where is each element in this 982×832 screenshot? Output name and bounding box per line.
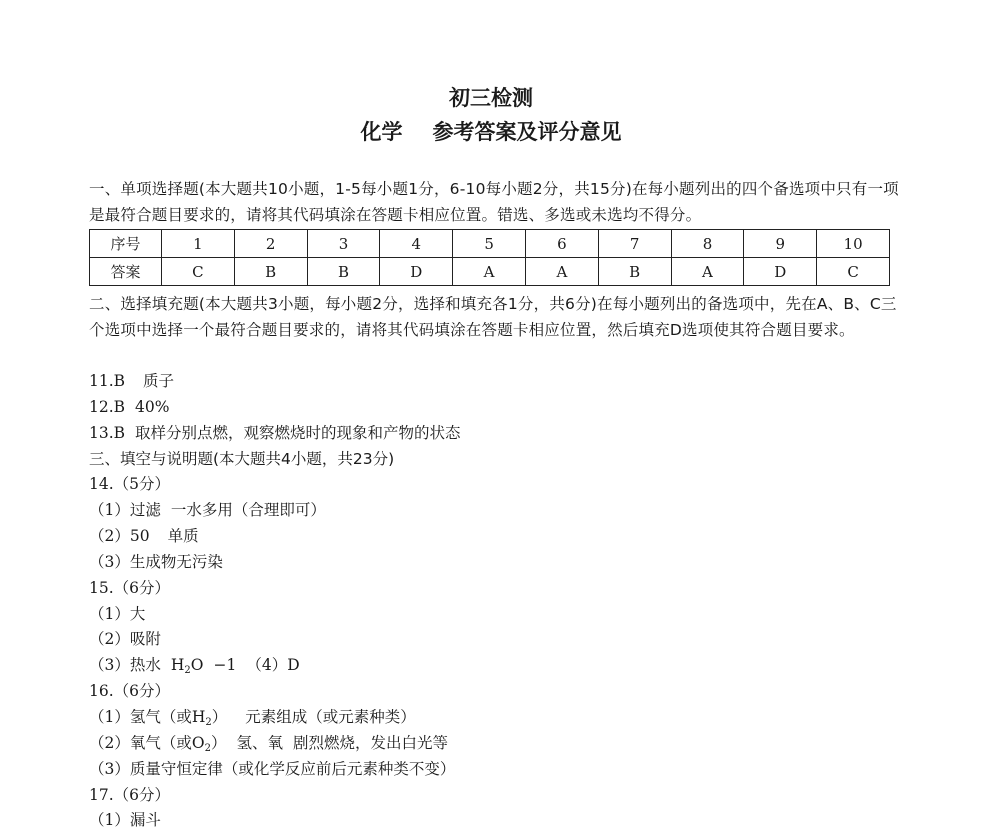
table-cell: B <box>234 258 307 286</box>
table-cell: C <box>817 258 890 286</box>
table-cell: B <box>307 258 380 286</box>
table-cell: C <box>162 258 235 286</box>
answer-line-17-1: （1）漏斗 <box>89 811 161 829</box>
table-cell: 2 <box>234 230 307 258</box>
answer-text: （3）热水 <box>89 656 161 674</box>
answer-line-16-3: （3）质量守恒定律（或化学反应前后元素种类不变） <box>89 760 456 778</box>
answer-text: 取样分别点燃，观察燃烧时的现象和产物的状态 <box>135 424 461 442</box>
answer-text: ） <box>211 708 228 726</box>
answer-text: 元素组成（或元素种类） <box>245 708 416 726</box>
page-subtitle <box>0 118 982 146</box>
question-number: 11.B <box>89 372 126 390</box>
formula-element: O <box>190 656 204 674</box>
answer-text: −1 <box>213 656 237 674</box>
answer-line-11 <box>89 369 174 393</box>
question-number: 13.B <box>89 424 126 442</box>
table-cell: 8 <box>671 230 744 258</box>
table-cell: D <box>744 258 817 286</box>
table-cell: A <box>525 258 598 286</box>
formula-subscript: 2 <box>205 717 212 728</box>
table-cell: D <box>380 258 453 286</box>
answer-line-15-1: （1）大 <box>89 605 146 623</box>
answer-text: 剧烈燃烧，发出白光等 <box>292 734 448 752</box>
answer-text: 40% <box>135 398 170 416</box>
table-cell: 10 <box>817 230 890 258</box>
answer-line-14-2 <box>89 524 199 548</box>
table-row-numbers <box>90 230 890 258</box>
answer-table <box>89 229 890 286</box>
section1-heading: 一、单项选择题(本大题共10小题，1-5每小题1分，6-10每小题2分，共15分)在每小题列出的四个备选项中只有一项是最符合题目要求的，请将其代码填涂在答题卡相应位置。错选、多选或未选均不得分。 <box>89 180 899 224</box>
question-17-head: 17.（6分） <box>89 786 171 804</box>
answer-line-14-3: （3）生成物无污染 <box>89 553 223 571</box>
question-14-head: 14.（5分） <box>89 475 171 493</box>
answer-line-16-1 <box>89 705 416 729</box>
formula-subscript: 2 <box>204 743 211 754</box>
answer-text: ） <box>210 734 227 752</box>
answer-text: 一水多用（合理即可） <box>170 501 326 519</box>
answer-text: （1）氢气（或H <box>89 708 206 726</box>
question-number: 12.B <box>89 398 126 416</box>
answer-line-16-2 <box>89 731 448 755</box>
answer-line-14-1 <box>89 498 326 522</box>
formula-subscript: 2 <box>184 665 191 676</box>
subtitle-label: 参考答案及评分意见 <box>432 120 622 144</box>
section2-heading: 二、选择填充题(本大题共3小题，每小题2分，选择和填充各1分，共6分)在每小题列出的备选项中，先在A、B、C三个选项中选择一个最符合题目要求的，请将其代码填涂在答题卡相应位置，然后填充D选项使其符合题目要求。 <box>89 295 897 339</box>
question-16-head: 16.（6分） <box>89 682 171 700</box>
answer-text: （4）D <box>246 656 300 674</box>
question-15-head: 15.（6分） <box>89 579 171 597</box>
answer-line-15-3 <box>89 653 300 677</box>
answer-line-12 <box>89 395 170 419</box>
table-cell: B <box>598 258 671 286</box>
answer-text: （1）过滤 <box>89 501 161 519</box>
table-header-answer: 答案 <box>90 258 162 286</box>
table-cell: 7 <box>598 230 671 258</box>
table-cell: 5 <box>453 230 526 258</box>
table-cell: A <box>671 258 744 286</box>
answer-line-15-2: （2）吸附 <box>89 630 161 648</box>
table-cell: A <box>453 258 526 286</box>
formula-element: H <box>170 656 185 674</box>
answer-text: （2）氧气（或O <box>89 734 205 752</box>
answer-text: （2）50 <box>89 527 150 545</box>
table-cell: 9 <box>744 230 817 258</box>
table-cell: 3 <box>307 230 380 258</box>
table-cell: 6 <box>525 230 598 258</box>
formula-h2o <box>171 656 204 674</box>
table-header-number: 序号 <box>90 230 162 258</box>
answer-text: 氢、氧 <box>236 734 283 752</box>
table-cell: 1 <box>162 230 235 258</box>
table-row-answers <box>90 258 890 286</box>
answer-text: 质子 <box>143 372 175 390</box>
section3-heading: 三、填空与说明题(本大题共4小题，共23分) <box>89 450 395 468</box>
answer-text: 单质 <box>167 527 199 545</box>
answer-line-13 <box>89 421 461 445</box>
page-title: 初三检测 <box>449 86 533 110</box>
table-cell: 4 <box>380 230 453 258</box>
subject-label: 化学 <box>360 120 403 144</box>
